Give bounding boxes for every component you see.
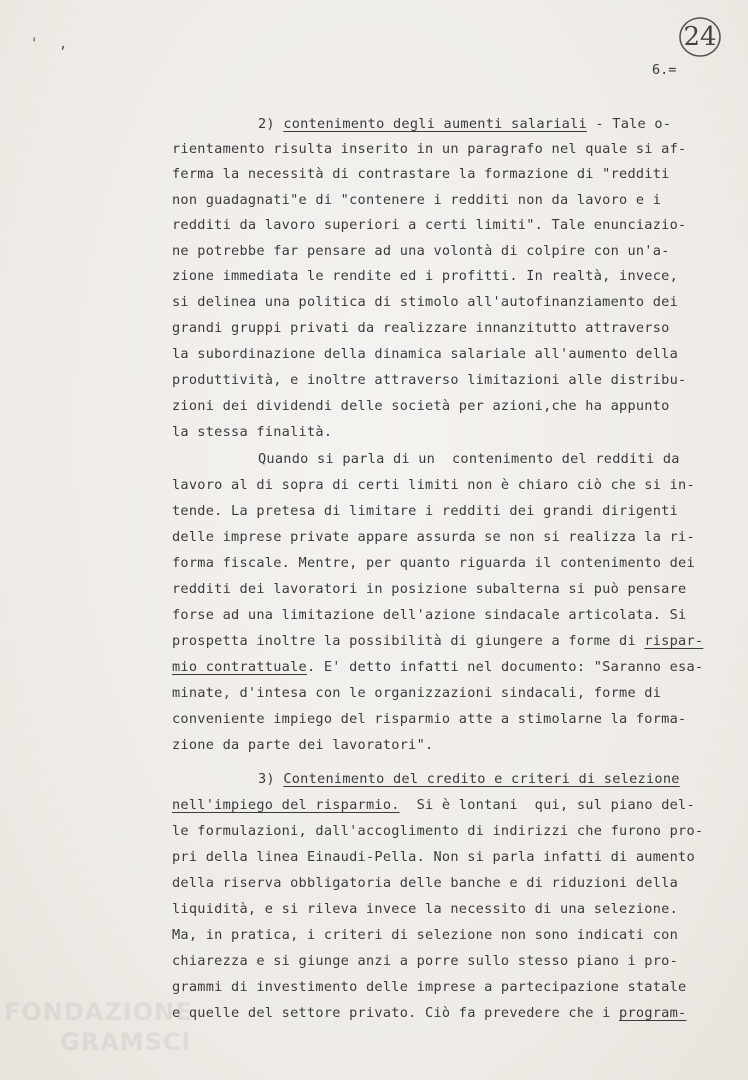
text-line: produttività, e inoltre attraverso limitazioni alle distribu- — [172, 372, 687, 388]
text-line: conveniente impiego del risparmio atte a stimolarne la forma- — [172, 711, 687, 727]
text-line: minate, d'intesa con le organizzazioni sindacali, forme di — [172, 685, 662, 701]
watermark-line: FONDAZIONE — [4, 998, 193, 1026]
page-number: 6.= — [652, 62, 677, 78]
text-line: le formulazioni, dall'accoglimento di indirizzi che furono pro- — [172, 823, 704, 839]
text-line: zione immediata le rendite ed i profitti. In realtà, invece, — [172, 268, 679, 284]
text-line: redditi da lavoro superiori a certi limiti". Tale enunciazio- — [172, 217, 687, 233]
text-line: e quelle del settore privato. Ciò fa prevedere che i program- — [172, 1005, 687, 1021]
text-line: nell'impiego del risparmio. Si è lontani qui, sul piano del- — [172, 797, 695, 813]
text-line: chiarezza e si giunge anzi a porre sullo stesso piano i pro- — [172, 953, 679, 969]
text-line: 2) contenimento degli aumenti salariali - Tale o- — [258, 116, 672, 132]
watermark-line: GRAMSCI — [60, 1028, 192, 1056]
underlined-heading: Contenimento del credito e criteri di selezione — [283, 771, 680, 787]
handwritten-number: 24 — [683, 22, 717, 52]
text-line: non guadagnati"e di "contenere i redditi non da lavoro e i — [172, 192, 662, 208]
text-line: Ma, in pratica, i criteri di selezione non sono indicati con — [172, 927, 679, 943]
text-line: lavoro al di sopra di certi limiti non è chiaro ciò che si in- — [172, 477, 695, 493]
underlined-term: rispar- — [644, 633, 704, 649]
text-line: della riserva obbligatoria delle banche e di riduzioni della — [172, 875, 679, 891]
text-line: delle imprese private appare assurda se non si realizza la ri- — [172, 529, 695, 545]
text-line: forse ad una limitazione dell'azione sindacale articolata. Si — [172, 607, 687, 623]
text-line: pri della linea Einaudi-Pella. Non si parla infatti di aumento — [172, 849, 695, 865]
text-line: ferma la necessità di contrastare la formazione di "redditi — [172, 166, 670, 182]
text-line: redditi dei lavoratori in posizione subalterna si può pensare — [172, 581, 687, 597]
text-line: Quando si parla di un contenimento del redditi da — [258, 451, 680, 467]
underlined-term: program- — [619, 1005, 687, 1021]
text-line: la stessa finalità. — [172, 424, 333, 440]
text-line: grammi di investimento delle imprese a partecipazione statale — [172, 979, 687, 995]
text-line: grandi gruppi privati da realizzare innanzitutto attraverso — [172, 320, 670, 336]
underlined-heading: contenimento degli aumenti salariali — [283, 116, 587, 132]
text-line: si delinea una politica di stimolo all'autofinanziamento dei — [172, 294, 679, 310]
text-line: 3) Contenimento del credito e criteri di selezione — [258, 771, 680, 787]
watermark — [0, 990, 200, 1070]
text-line: ne potrebbe far pensare ad una volontà di colpire con un'a- — [172, 243, 670, 259]
handwritten-page-annotation — [677, 14, 723, 60]
text-line: prospetta inoltre la possibilità di giungere a forme di rispar- — [172, 633, 704, 649]
text-line: forma fiscale. Mentre, per quanto riguarda il contenimento dei — [172, 555, 695, 571]
scan-specks: ' , — [30, 36, 74, 52]
underlined-heading: nell'impiego del risparmio. — [172, 797, 400, 813]
text-line: rientamento risulta inserito in un paragrafo nel quale si af- — [172, 141, 687, 157]
text-line: zioni dei dividendi delle società per azioni,che ha appunto — [172, 398, 670, 414]
text-line: zione da parte dei lavoratori". — [172, 737, 434, 753]
text-line: tende. La pretesa di limitare i redditi dei grandi dirigenti — [172, 503, 679, 519]
text-line: liquidità, e si rileva invece la necessito di una selezione. — [172, 901, 679, 917]
text-line: la subordinazione della dinamica salariale all'aumento della — [172, 346, 679, 362]
underlined-term: mio contrattuale — [172, 659, 307, 675]
text-line: mio contrattuale. E' detto infatti nel documento: "Saranno esa- — [172, 659, 704, 675]
